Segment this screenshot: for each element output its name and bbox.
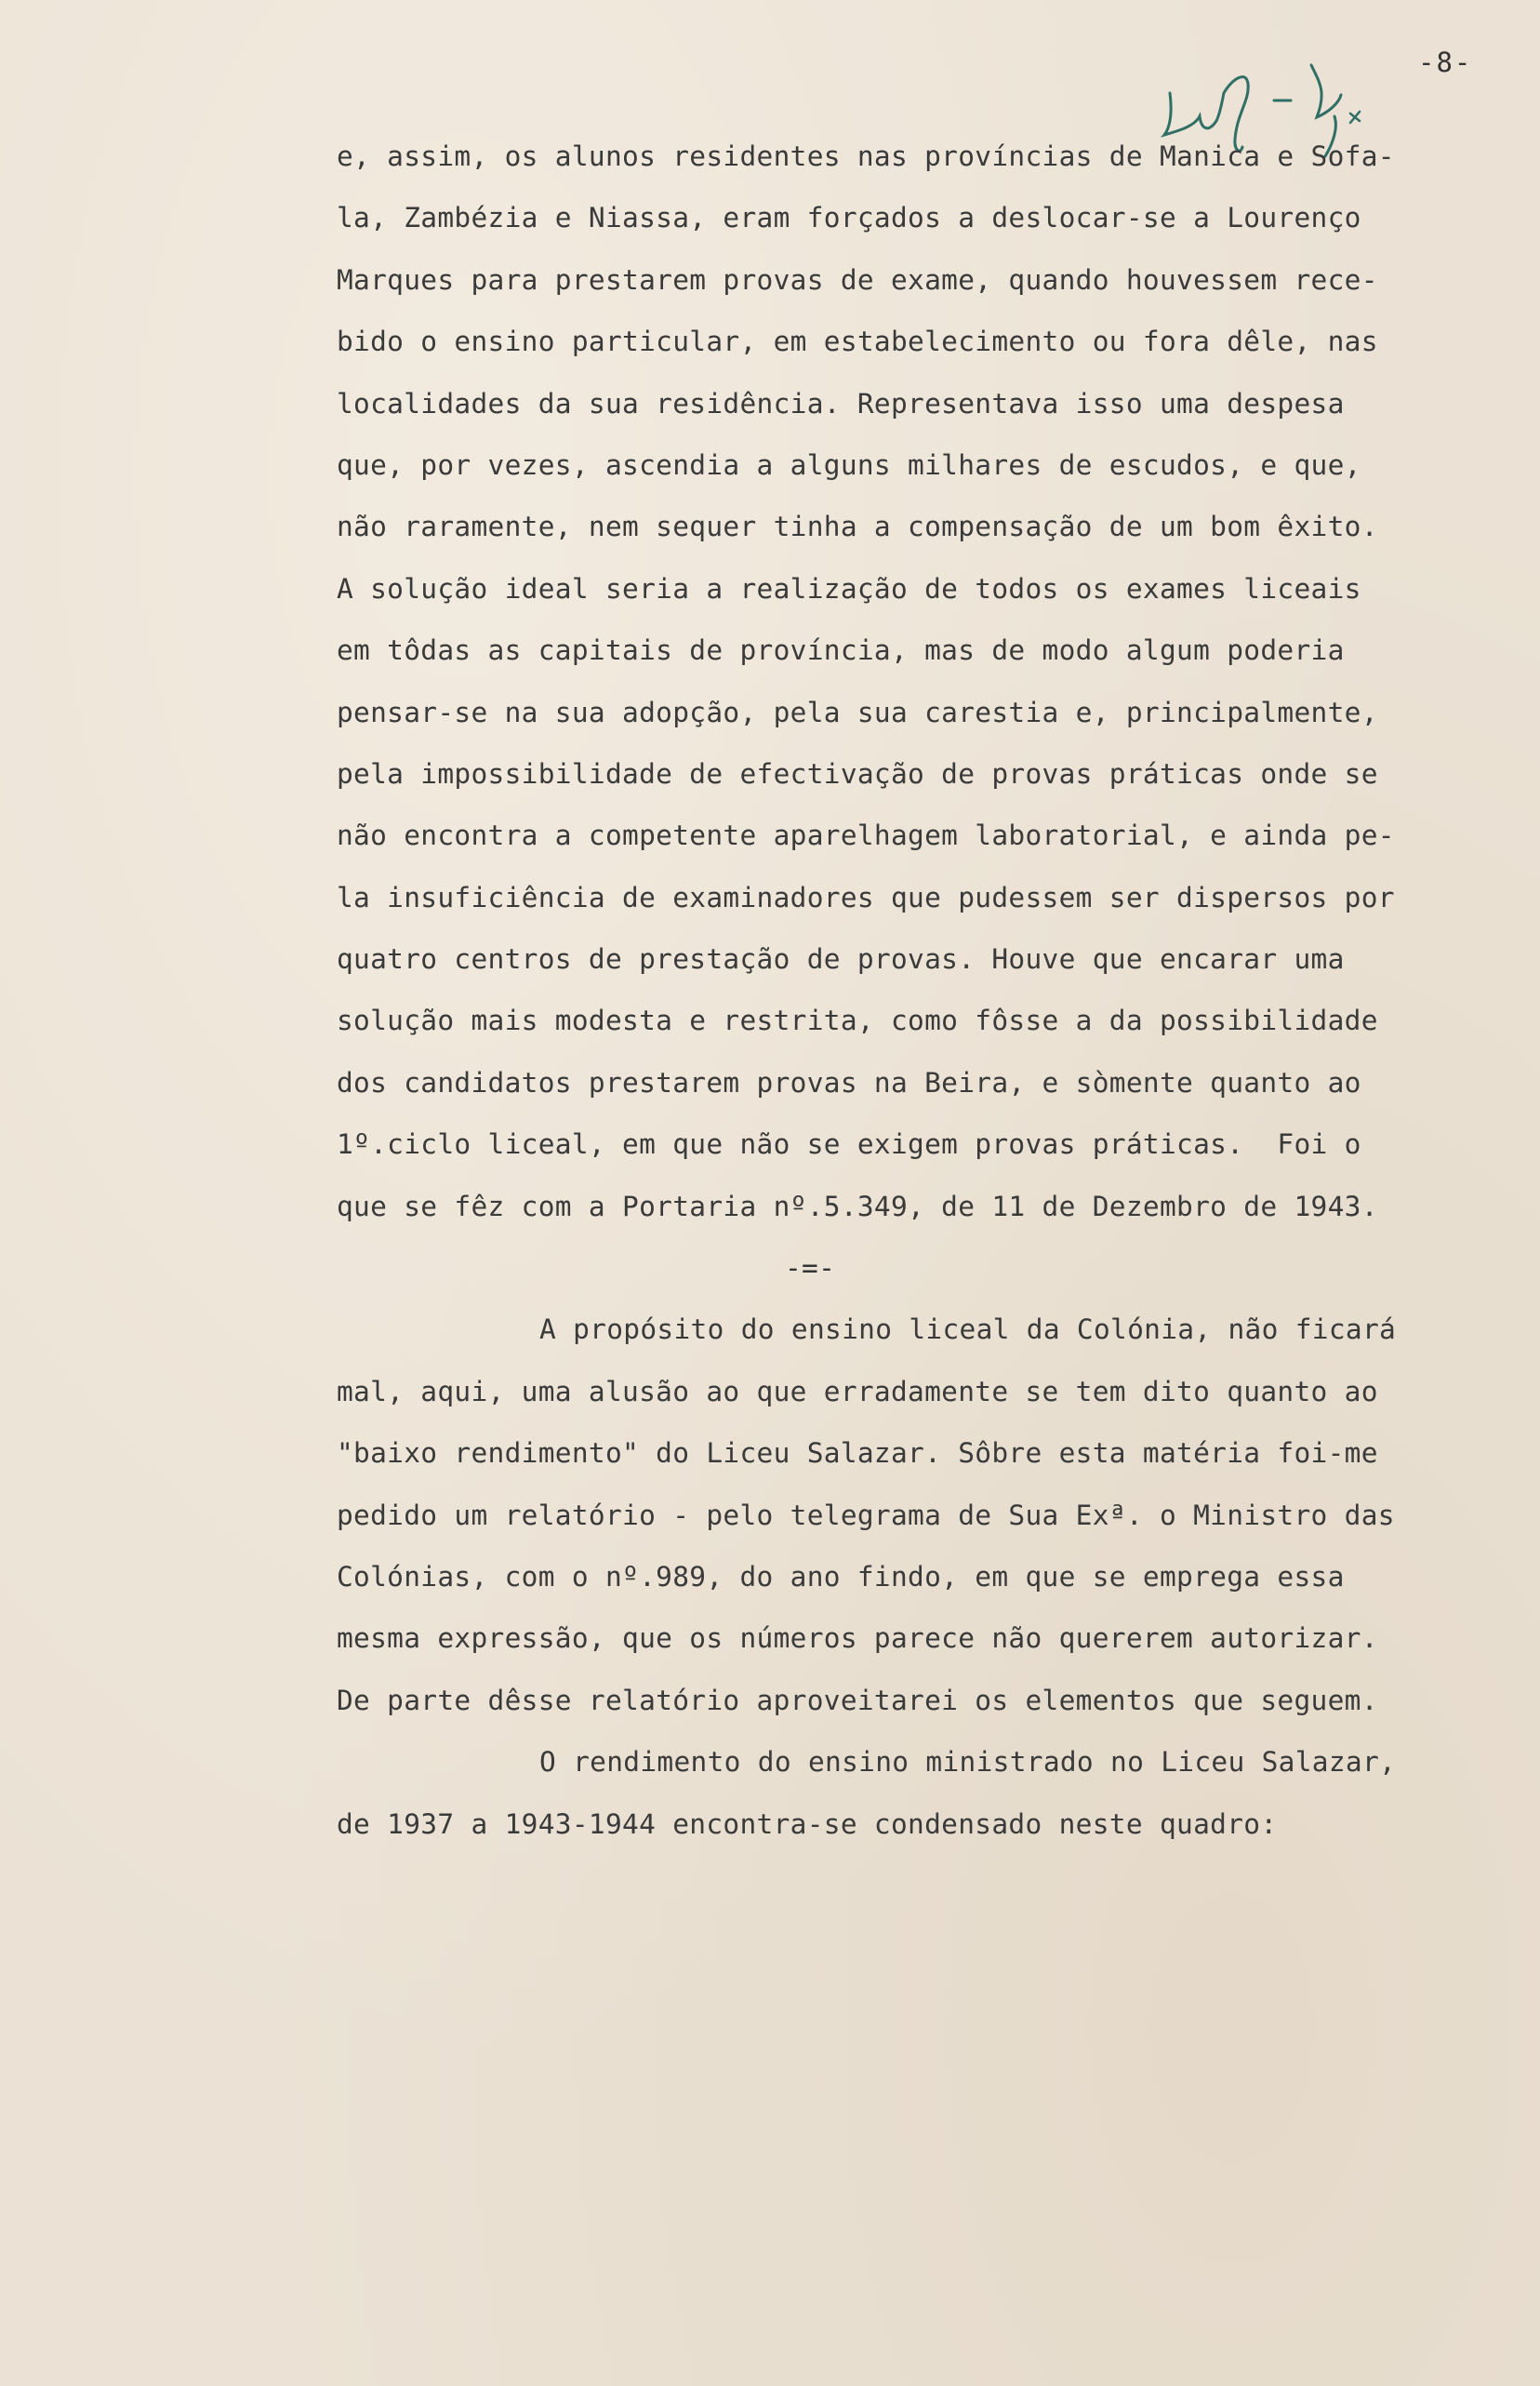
text-line: Marques para prestarem provas de exame, quando houvessem rece- xyxy=(337,263,1378,296)
text-line: A propósito do ensino liceal da Colónia, não ficará xyxy=(539,1313,1397,1346)
text-line: la insuficiência de examinadores que pudessem ser dispersos por xyxy=(337,881,1395,913)
text-line: "baixo rendimento" do Liceu Salazar. Sôbre esta matéria foi-me xyxy=(337,1437,1378,1470)
text-line: em tôdas as capitais de província, mas de modo algum poderia xyxy=(337,634,1345,667)
paragraph-1 xyxy=(337,126,1518,1237)
text-line: De parte dêsse relatório aproveitarei os elementos que seguem. xyxy=(337,1684,1378,1716)
text-line: mal, aqui, uma alusão ao que erradamente se tem dito quanto ao xyxy=(337,1375,1378,1407)
section-separator: -=- xyxy=(785,1252,836,1285)
paragraph-3 xyxy=(337,1731,1518,1855)
text-line: de 1937 a 1943-1944 encontra-se condensado neste quadro: xyxy=(337,1807,1278,1840)
text-line: 1º.ciclo liceal, em que não se exigem provas práticas. Foi o xyxy=(337,1128,1361,1161)
text-line: A solução ideal seria a realização de todos os exames liceais xyxy=(337,572,1361,605)
text-line: quatro centros de prestação de provas. Houve que encarar uma xyxy=(337,943,1345,976)
text-line: solução mais modesta e restrita, como fôsse a da possibilidade xyxy=(337,1005,1378,1037)
body-text xyxy=(337,126,1518,1855)
text-line: la, Zambézia e Niassa, eram forçados a deslocar-se a Lourenço xyxy=(337,202,1361,234)
text-line: dos candidatos prestarem provas na Beira, e sòmente quanto ao xyxy=(337,1066,1361,1099)
text-line: não raramente, nem sequer tinha a compensação de um bom êxito. xyxy=(337,511,1378,543)
text-line: que se fêz com a Portaria nº.5.349, de 11 de Dezembro de 1943. xyxy=(337,1190,1378,1222)
text-line: e, assim, os alunos residentes nas províncias de Manica e Sofa- xyxy=(337,140,1395,172)
text-line: que, por vezes, ascendia a alguns milhares de escudos, e que, xyxy=(337,448,1361,481)
text-line: não encontra a competente aparelhagem laboratorial, e ainda pe- xyxy=(337,820,1395,852)
text-line: bido o ensino particular, em estabelecimento ou fora dêle, nas xyxy=(337,326,1378,358)
page-number: -8- xyxy=(1418,47,1473,78)
text-line: pela impossibilidade de efectivação de provas práticas onde se xyxy=(337,757,1378,790)
text-line: pedido um relatório - pelo telegrama de Sua Exª. o Ministro das xyxy=(337,1499,1395,1531)
text-line: Colónias, com o nº.989, do ano findo, em que se emprega essa xyxy=(337,1560,1345,1593)
text-line: pensar-se na sua adopção, pela sua carestia e, principalmente, xyxy=(337,696,1378,728)
paragraph-2 xyxy=(337,1299,1518,1731)
text-line: localidades da sua residência. Representava isso uma despesa xyxy=(337,387,1345,420)
text-line: O rendimento do ensino ministrado no Liceu Salazar, xyxy=(539,1746,1397,1779)
text-line: mesma expressão, que os números parece não quererem autorizar. xyxy=(337,1622,1378,1655)
